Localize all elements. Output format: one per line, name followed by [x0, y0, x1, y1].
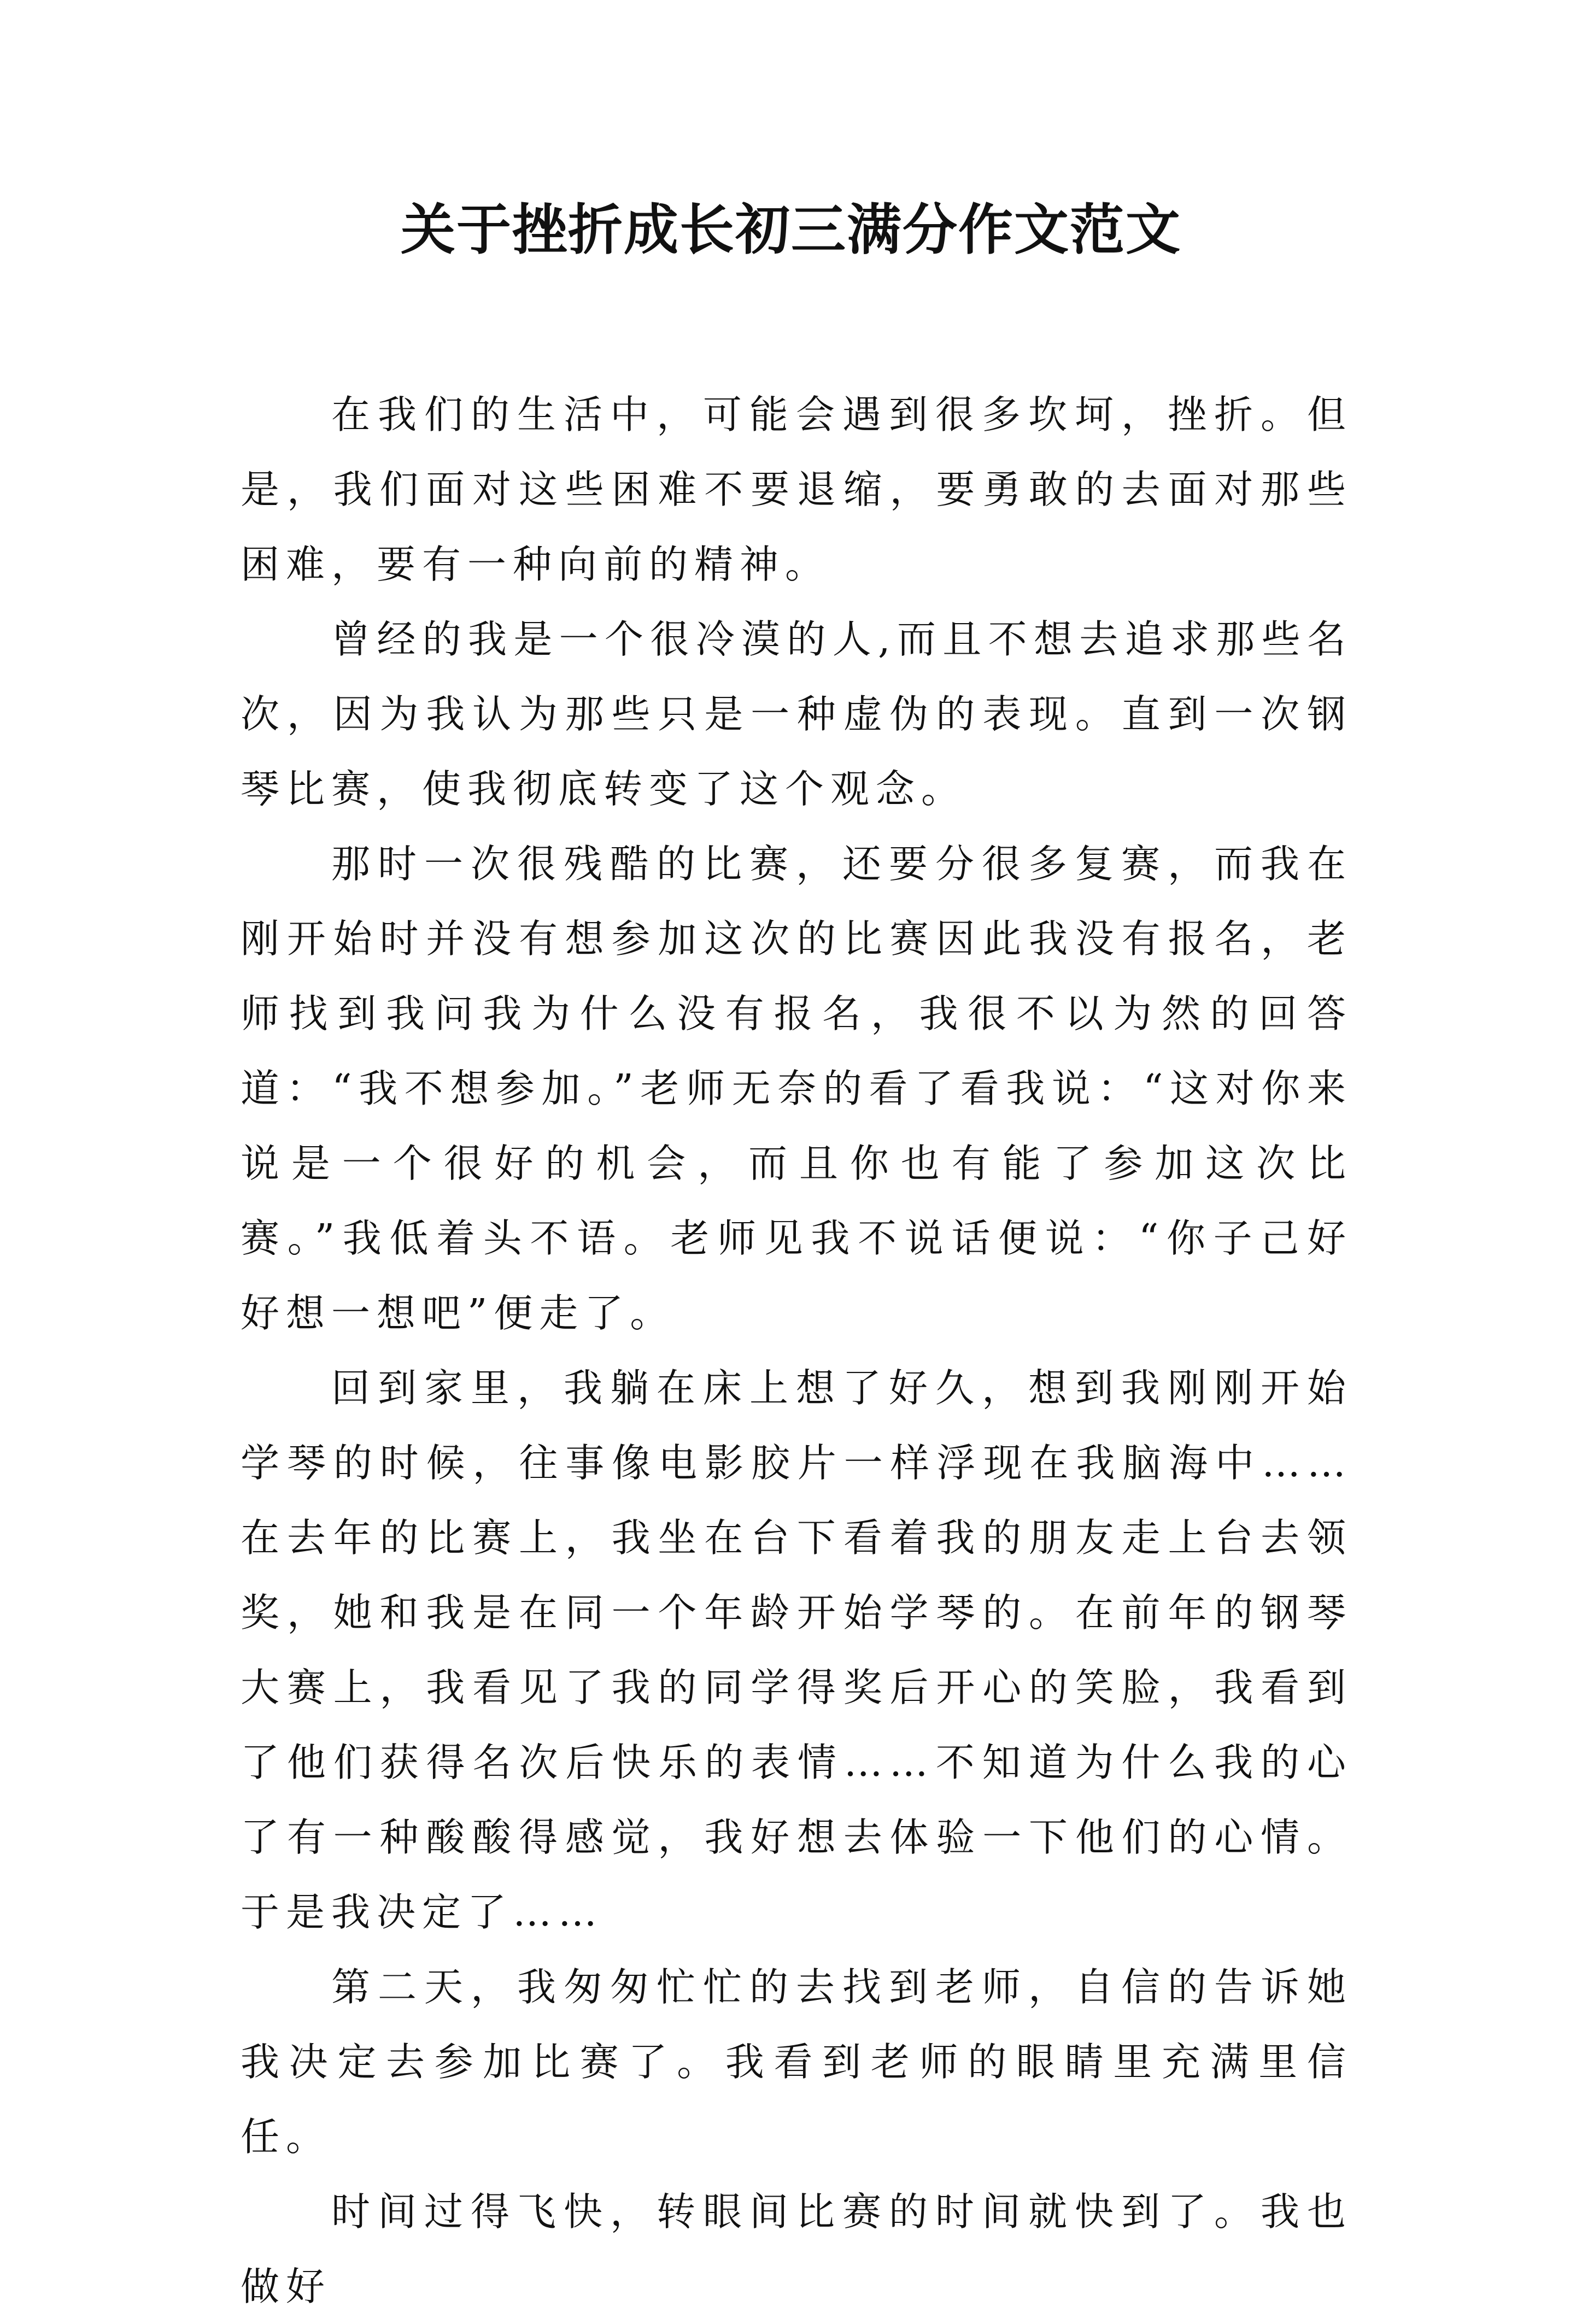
paragraph: 曾经的我是一个很冷漠的人,而且不想去追求那些名次，因为我认为那些只是一种虚伪的表现。直到一次钢琴比赛，使我彻底转变了这个观念。: [241, 617, 1352, 812]
paragraph: 回到家里，我躺在床上想了好久，想到我刚刚开始学琴的时候，往事像电影胶片一样浮现在我脑海中……在去年的比赛上，我坐在台下看着我的朋友走上台去领奖，她和我是在同一个年龄开始学琴的。在前年的钢琴大赛上，我看见了我的同学得奖后开心的笑脸，我看到了他们获得名次后快乐的表情……不知道为什么我的心了有一种酸酸得感觉，我好想去体验一下他们的心情。于是我决定了……: [241, 1365, 1352, 1935]
paragraph: 那时一次很残酷的比赛，还要分很多复赛，而我在刚开始时并没有想参加这次的比赛因此我没有报名，老师找到我问我为什么没有报名，我很不以为然的回答道：“我不想参加。”老师无奈的看了看我说：“这对你来说是一个很好的机会，而且你也有能了参加这次比赛。”我低着头不语。老师见我不说话便说：“你子己好好想一想吧”便走了。: [241, 841, 1352, 1336]
document-title: 关于挫折成长初三满分作文范文: [401, 197, 1181, 262]
paragraph: 在我们的生活中，可能会遇到很多坎坷，挫折。但是，我们面对这些困难不要退缩，要勇敢的去面对那些困难，要有一种向前的精神。: [241, 392, 1352, 587]
paragraph: 时间过得飞快，转眼间比赛的时间就快到了。我也做好: [241, 2189, 1352, 2309]
paragraph: 第二天，我匆匆忙忙的去找到老师，自信的告诉她我决定去参加比赛了。我看到老师的眼睛里充满里信任。: [241, 1964, 1352, 2159]
document-body: [241, 377, 1352, 2324]
